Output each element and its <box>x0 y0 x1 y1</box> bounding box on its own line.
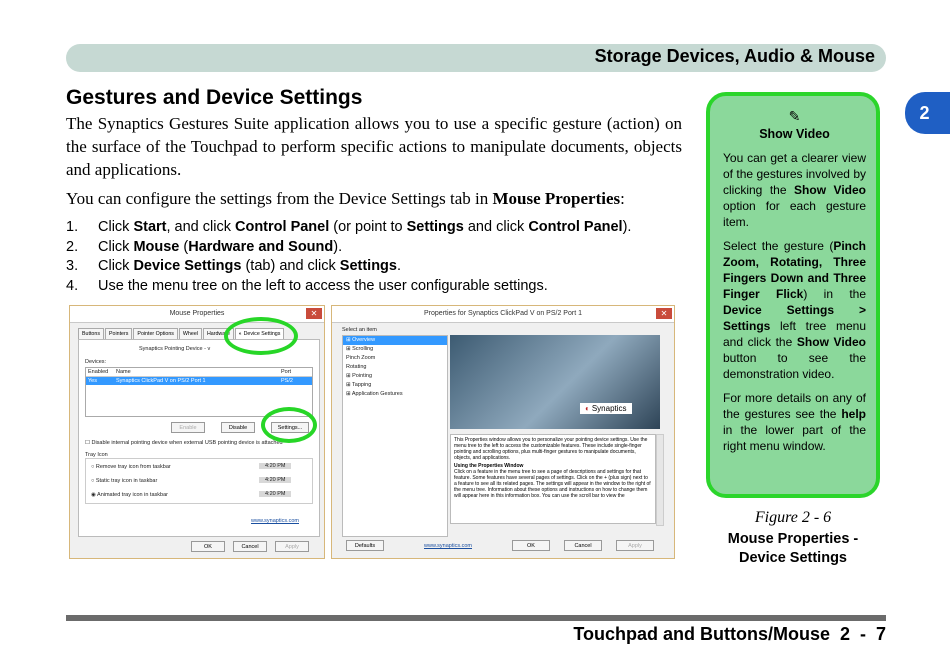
apply-button[interactable]: Apply <box>275 541 309 552</box>
tree-item[interactable]: ⊞ Scrolling <box>346 346 374 352</box>
figure-caption: Mouse Properties - Device Settings <box>727 531 859 566</box>
disable-button[interactable]: Disable <box>221 422 255 433</box>
table-header: Enabled Name Port <box>86 368 312 377</box>
tray-preview-1: 4:20 PM <box>259 463 291 469</box>
device-label: Synaptics Pointing Device - v <box>139 346 211 352</box>
devices-label: Devices: <box>85 359 107 365</box>
note-paragraph-2: Select the gesture (Pinch Zoom, Rotating, Three Fingers Down and Three Finger Flick) in the Device Settings > Settings left tree menu and click the Show Video button to see the demonstration video. <box>723 239 866 381</box>
tab-wheel[interactable]: Wheel <box>179 328 202 339</box>
tree-item[interactable]: ⊞ Application Gestures <box>346 391 403 397</box>
highlight-ring-tab <box>224 317 298 355</box>
note-paragraph-3: For more details on any of the gestures see the help in the lower part of the right menu window. <box>723 391 866 453</box>
enable-button[interactable]: Enable <box>171 422 205 433</box>
step-number: 4. <box>66 277 79 294</box>
pencil-icon: ✎ <box>788 108 801 124</box>
ok-button[interactable]: OK <box>191 541 225 552</box>
step-number: 1. <box>66 219 79 235</box>
cancel-button[interactable]: Cancel <box>564 540 602 551</box>
disable-checkbox[interactable]: ☐ Disable internal pointing device when external USB pointing device is attached <box>85 440 283 446</box>
tree-item[interactable]: ⊞ Pointing <box>346 373 373 379</box>
synaptics-link[interactable]: www.synaptics.com <box>251 518 299 524</box>
note-paragraph-1: You can get a clearer view of the gestures involved by clicking the Show Video option for each gesture item. <box>723 151 866 229</box>
menu-tree <box>342 335 448 537</box>
tree-item[interactable]: ⊞ Overview <box>343 336 447 345</box>
tray-option-static[interactable]: ○ Static tray icon in taskbar <box>91 478 158 484</box>
defaults-button[interactable]: Defaults <box>346 540 384 551</box>
info-scrollbar[interactable] <box>656 434 664 526</box>
tab-buttons[interactable]: Buttons <box>78 328 104 339</box>
tree-item[interactable]: ⊞ Tapping <box>346 382 372 388</box>
footer-rule <box>66 615 886 621</box>
step-item <box>66 218 706 238</box>
step-text: Use the menu tree on the left to access the user configurable settings. <box>98 277 548 294</box>
tree-item[interactable]: Pinch Zoom <box>346 355 376 361</box>
step-item <box>66 257 706 277</box>
window-title: Mouse Properties ✕ <box>70 306 324 323</box>
tab-pointers[interactable]: Pointers <box>105 328 132 339</box>
running-header: Storage Devices, Audio & Mouse <box>594 46 875 66</box>
settings-button[interactable]: Settings... <box>271 422 309 433</box>
info-text-1: This Properties window allows you to personalize your pointing device settings. Use the menu tree to the left to access the customizable features. These include single-finger pointing and scrolling options, plus multi-finger gestures to manipulate documents, objects, and applications. <box>454 437 648 461</box>
synaptics-link[interactable]: www.synaptics.com <box>424 543 472 549</box>
show-video-note <box>706 92 880 498</box>
window-title: Properties for Synaptics ClickPad V on PS/2 Port 1 ✕ <box>332 306 674 323</box>
tray-option-remove[interactable]: ○ Remove tray icon from taskbar <box>91 464 171 470</box>
tray-preview-3: 4:20 PM <box>259 491 291 497</box>
step-number: 3. <box>66 258 79 274</box>
tree-item[interactable]: Rotating <box>346 364 367 370</box>
chapter-tab: 2 <box>905 92 950 134</box>
tab-device-settings[interactable]: ◐ Device Settings <box>235 328 284 339</box>
info-text-2: Click on a feature in the menu tree to see a page of descriptions and settings for that feature. Some features have several pages of settings. Click on the + (plus sign) next to a feature to see all its related pages. The settings will appear in the window to the right of the menu tree. Information about these options and instructions on how to change them will appear here in this information box. You can use the scroll bar to view the <box>454 469 651 499</box>
step-text: Click Device Settings (tab) and click Settings. <box>98 258 402 274</box>
highlight-ring-settings <box>261 407 317 443</box>
tray-preview-2: 4:20 PM <box>259 477 291 483</box>
close-icon: ✕ <box>656 308 672 319</box>
info-box <box>450 434 656 524</box>
step-item <box>66 277 706 297</box>
figure-number: Figure 2 - 6 <box>754 509 832 526</box>
touchpad-photo <box>450 335 660 429</box>
configure-paragraph: You can configure the settings from the Device Settings tab in Mouse Properties: <box>66 189 625 208</box>
synaptics-logo: ◐ Synaptics <box>580 403 632 414</box>
ok-button[interactable]: OK <box>512 540 550 551</box>
section-title: Gestures and Device Settings <box>66 86 363 109</box>
intro-paragraph: The Synaptics Gestures Suite application allows you to use a specific gesture (action) on the surface of the Touchpad to perform specific actions to manipulate documents, objects and applications. <box>66 114 682 179</box>
tab-pointer-options[interactable]: Pointer Options <box>133 328 178 339</box>
synaptics-properties-screenshot <box>331 305 675 559</box>
footer-text: Touchpad and Buttons/Mouse 2 - 7 <box>573 624 886 644</box>
tray-option-animated[interactable]: ◉ Animated tray icon in taskbar <box>91 492 168 498</box>
step-number: 2. <box>66 238 79 255</box>
close-icon: ✕ <box>306 308 322 319</box>
table-row[interactable]: Yes Synaptics ClickPad V on PS/2 Port 1 PS/2 <box>86 377 312 385</box>
mouse-properties-screenshot <box>69 305 325 559</box>
step-item <box>66 238 706 258</box>
tray-label: Tray Icon <box>85 452 108 458</box>
tab-hardware[interactable]: Hardware <box>203 328 234 339</box>
apply-button[interactable]: Apply <box>616 540 654 551</box>
select-label: Select an item <box>342 327 377 333</box>
note-title: Show Video <box>759 127 830 141</box>
cancel-button[interactable]: Cancel <box>233 541 267 552</box>
step-text: Click Mouse (Hardware and Sound). <box>98 238 343 255</box>
info-heading: Using the Properties Window <box>454 463 524 469</box>
step-text: Click Start, and click Control Panel (or point to Settings and click Control Panel). <box>98 219 632 235</box>
steps-list <box>66 218 706 296</box>
